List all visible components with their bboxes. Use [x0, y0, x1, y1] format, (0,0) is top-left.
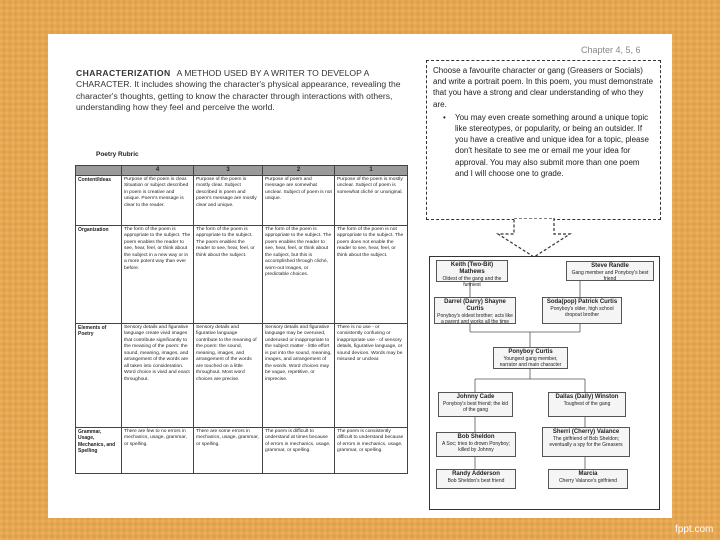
characterization-keyword: CHARACTERIZATION [76, 68, 171, 78]
character-desc: Toughest of the gang [563, 401, 611, 407]
rubric-header-row [76, 166, 408, 176]
character-desc: Ponyboy's oldest brother; acts like a parent and works all the time [437, 313, 513, 325]
character-desc: Oldest of the gang and the funniest [442, 276, 502, 288]
character-node [548, 392, 626, 417]
character-name: Soda(pop) Patrick Curtis [546, 299, 618, 305]
rubric-header-cell: 2 [263, 166, 335, 176]
rubric-row [76, 323, 408, 427]
characterization-text: A METHOD USED BY A WRITER TO DEVELOP A CHARACTER. It includes showing the character's physical appearance, revealing the character's thoughts, getting to know the character through interactions with others, understanding how they feel and perceive the world. [76, 68, 401, 113]
rubric-cell: The form of the poem is appropriate to the subject. The poem enables the reader to see, hear, feel, or think about the subject, but this is accomplished through cliché, worn-out images, or predictable choices. [263, 225, 335, 323]
characterization-definition [76, 68, 421, 114]
rubric-row [76, 225, 408, 323]
rubric-criterion: Organization [76, 225, 122, 323]
character-name: Sherri (Cherry) Valance [552, 429, 620, 435]
character-name: Steve Randle [591, 263, 629, 269]
character-node [436, 260, 508, 288]
rubric-cell: Purpose of the poem is mostly unclear. Subject of poem is somewhat cliché or unoriginal. [335, 175, 408, 225]
down-arrow-icon [494, 218, 574, 258]
footer-brand: fppt.com [675, 524, 714, 535]
character-desc: Bob Sheldon's best friend [447, 478, 505, 484]
rubric-cell: The form of the poem is appropriate to the subject. The poem enables the reader to see, hear, feel, or think about the subject in a new way or in a more potent way than ever before. [122, 225, 194, 323]
character-node [493, 347, 568, 369]
character-node [436, 469, 516, 489]
rubric-header-cell: 1 [335, 166, 408, 176]
instructions-intro: Choose a favourite character or gang (Greasers or Socials) and write a portrait poem. In this poem, you must demonstrate that you have a strong and clear understanding of who they are. [433, 66, 654, 109]
character-node [436, 432, 516, 457]
rubric-cell: Purpose of the poem is clear. Situation or subject described in poem is creative and unique. Poem's message is clear to the reader. [122, 175, 194, 225]
rubric-criterion: Grammar, Usage, Mechanics, and Spelling [76, 427, 122, 473]
rubric-cell: The poem is difficult to understand at times because of errors in mechanics, usage, grammar, or spelling. [263, 427, 335, 473]
character-desc: Ponyboy's best friend; the kid of the gang [442, 401, 509, 413]
rubric-header-cell: 3 [194, 166, 263, 176]
character-node [542, 297, 622, 324]
rubric-cell: Sensory details and figurative language contribute to the meaning of the poem: the sound, meaning, images, and arrangement of the words are touched on a little throughout. Most word choices are precise. [194, 323, 263, 427]
assignment-instructions-box [426, 60, 661, 220]
character-desc: A Soc; tries to drown Ponyboy; killed by Johnny [441, 441, 511, 453]
character-chart [429, 256, 660, 510]
rubric-cell: The poem is consistently difficult to understand because of errors in mechanics, usage, grammar, or spelling. [335, 427, 408, 473]
rubric-cell: There are few to no errors in mechanics, usage, grammar, or spelling. [122, 427, 194, 473]
rubric-criterion: Content/Ideas [76, 175, 122, 225]
character-name: Darrel (Darry) Shayne Curtis [444, 299, 506, 312]
character-desc: Youngest gang member, narrator and main character [499, 356, 562, 368]
character-node [438, 392, 513, 417]
rubric-header-cell [76, 166, 122, 176]
rubric-cell: Sensory details and figurative language may be overused, underused or inappropriate to the subject matter - little effort is put into the sound, meaning, images, and arrangement of the words. Word choices may be vague, repetitive, or imprecise. [263, 323, 335, 427]
rubric-row [76, 427, 408, 473]
poetry-rubric-table [75, 165, 408, 474]
character-desc: Gang member and Ponyboy's best friend [571, 270, 649, 282]
character-node [566, 261, 654, 281]
character-name: Johnny Cade [456, 394, 495, 400]
rubric-cell: Purpose of poem and message are somewhat unclear. Subject of poem is not unique. [263, 175, 335, 225]
rubric-cell: The form of the poem is not appropriate to the subject. The poem does not enable the reader to see, hear, feel, or think about the subject. [335, 225, 408, 323]
character-name: Bob Sheldon [457, 434, 495, 440]
chapter-label: Chapter 4, 5, 6 [581, 45, 641, 55]
rubric-header-cell: 4 [122, 166, 194, 176]
character-name: Marcia [578, 471, 598, 477]
character-node [548, 469, 628, 489]
rubric-cell: There are some errors in mechanics, usage, grammar, or spelling. [194, 427, 263, 473]
character-desc: Cherry Valance's girlfriend [558, 478, 618, 484]
rubric-row [76, 175, 408, 225]
character-name: Ponyboy Curtis [508, 349, 553, 355]
character-node [542, 427, 630, 457]
rubric-cell: Purpose of the poem is mostly clear. Subject described in poem and poem's message are mostly clear and unique. [194, 175, 263, 225]
document-page [48, 34, 672, 518]
rubric-cell: There is no use - or consistently confusing or inappropriate use - of sensory details, figurative language, or sound devices. Words may be misused or unclear. [335, 323, 408, 427]
rubric-criterion: Elements of Poetry [76, 323, 122, 427]
rubric-cell: Sensory details and figurative language create vivid images that contribute significantly to the meaning of the poem: the sound, meaning, images, and arrangement of the words are all taken into consideration. Word choice is vivid and exact throughout. [122, 323, 194, 427]
rubric-cell: The form of the poem is appropriate to the subject. The poem enables the reader to see, hear, feel, or think about the subject. [194, 225, 263, 323]
character-name: Keith (Two-Bit) Mathews [450, 262, 494, 275]
character-name: Randy Adderson [452, 471, 500, 477]
character-desc: Ponyboy's older, high school dropout brother [550, 306, 614, 318]
instructions-list [455, 112, 654, 179]
character-name: Dallas (Dally) Winston [555, 394, 619, 400]
character-node [434, 297, 516, 324]
character-desc: The girlfriend of Bob Sheldon; eventually a spy for the Greasers [549, 436, 623, 448]
rubric-title: Poetry Rubric [96, 151, 139, 158]
instructions-bullet: • You may even create something around a unique topic like stereotypes, or popularity, or being an outsider. If you have a creative and unique idea for a topic, please don't hesitate to see me or email me your idea for approval. You may also submit more than one poem and I will choose one to grade. [455, 112, 654, 179]
